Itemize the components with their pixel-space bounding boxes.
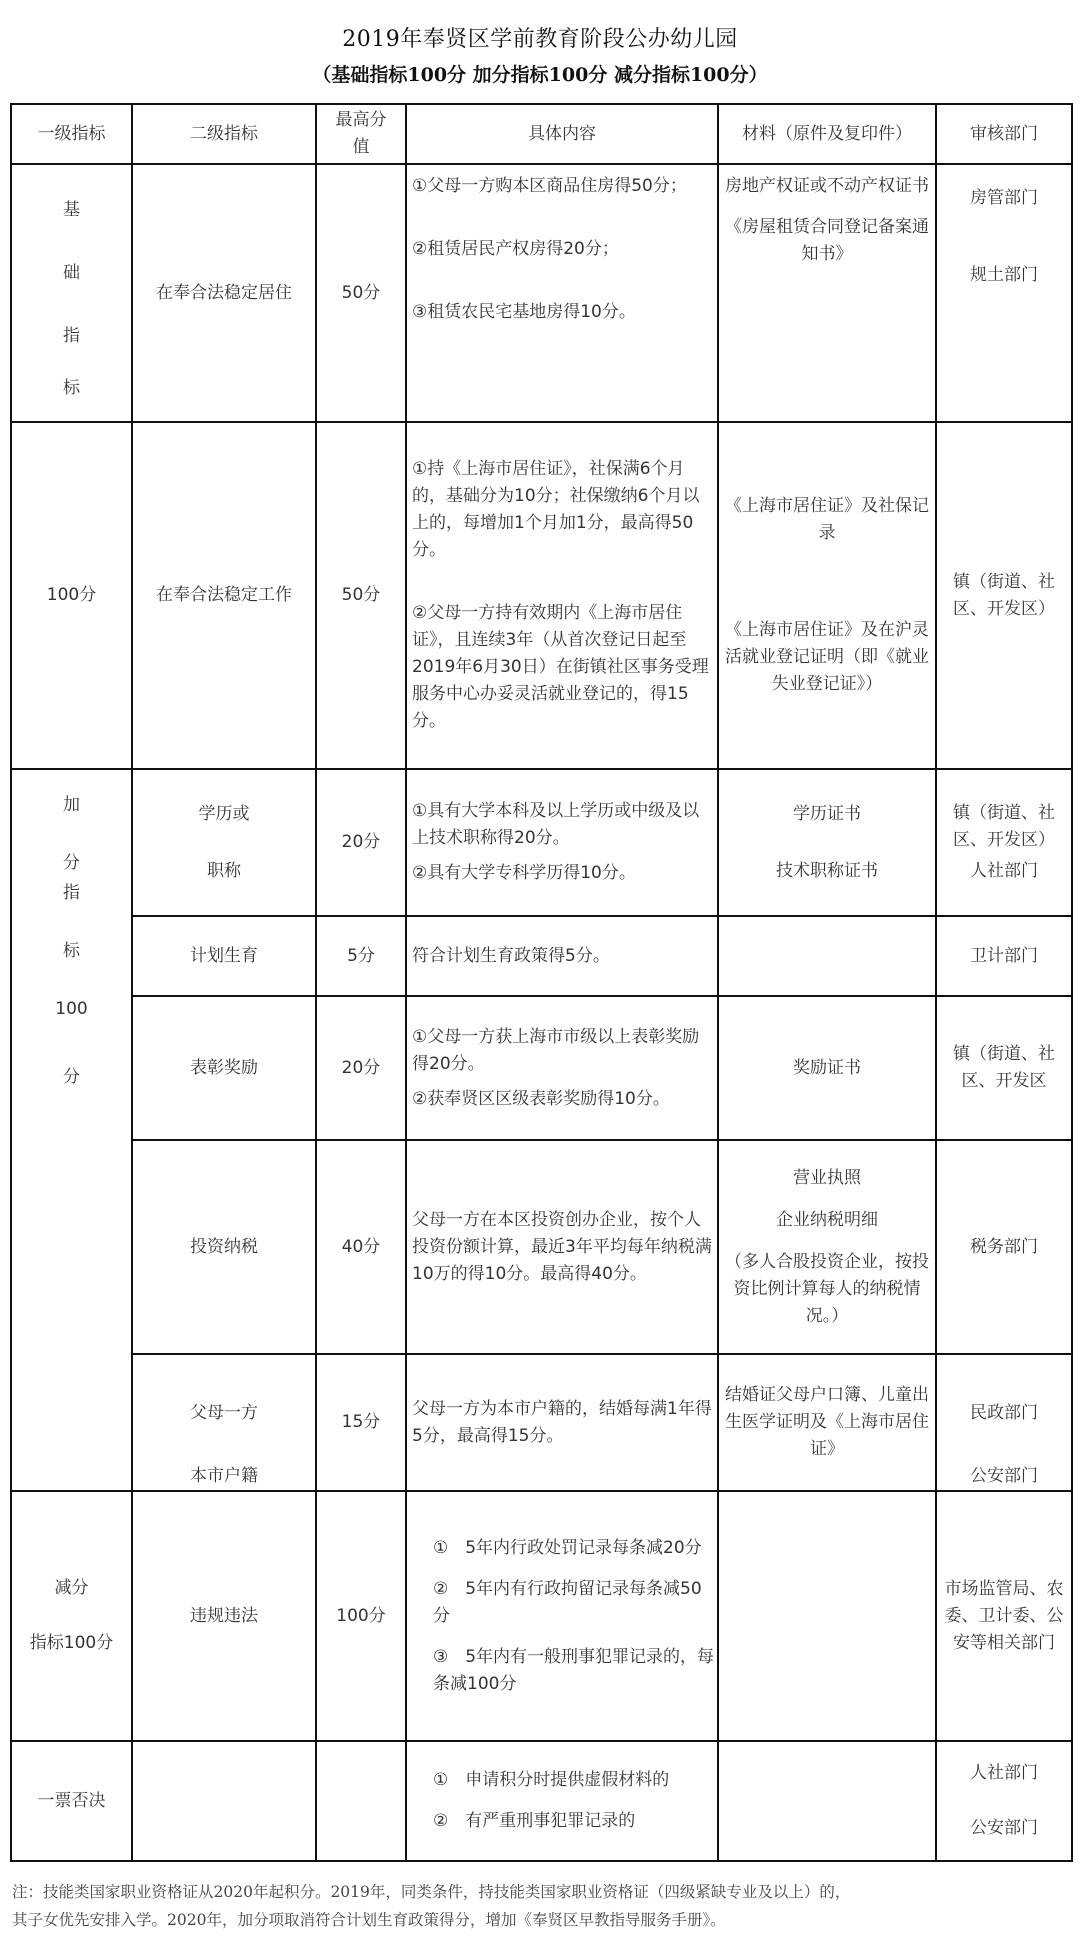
content-cell: 父母一方在本区投资创办企业，按个人投资份额计算，最近3年平均每年纳税满10万的得10分。最高得40分。: [406, 1140, 718, 1354]
department-cell: 卫计部门: [936, 916, 1072, 996]
max-score-cell: 20分: [316, 769, 406, 916]
max-score-cell: 100分: [316, 1491, 406, 1741]
table-row: [11, 996, 1072, 1140]
department-cell: 税务部门: [936, 1140, 1072, 1354]
table-row: [11, 916, 1072, 996]
header-content: 具体内容: [406, 104, 718, 164]
table-row: [11, 164, 1072, 422]
secondary-cell: 投资纳税: [132, 1140, 316, 1354]
group-basic-score: 100分: [11, 422, 132, 769]
table-row: [11, 1741, 1072, 1861]
document-subtitle: （基础指标100分 加分指标100分 减分指标100分）: [312, 64, 768, 86]
content-cell: ①持《上海市居住证》，社保满6个月的，基础分为10分；社保缴纳6个月以上的，每增加1个月加1分，最高得50分。 ②父母一方持有效期内《上海市居住证》，且连续3年（从首次登记日起至2019年6月30日）在街镇社区事务受理服务中心办妥灵活就业登记的，得15分。: [406, 422, 718, 769]
secondary-cell: 违规违法: [132, 1491, 316, 1741]
secondary-cell: 表彰奖励: [132, 996, 316, 1140]
materials-cell: 营业执照 企业纳税明细 （多人合股投资企业，按投资比例计算每人的纳税情况。）: [718, 1140, 936, 1354]
materials-cell: 学历证书 技术职称证书: [718, 769, 936, 916]
materials-cell: [718, 1741, 936, 1861]
secondary-cell: 父母一方 本市户籍: [132, 1354, 316, 1491]
content-cell: ① 申请积分时提供虚假材料的 ② 有严重刑事犯罪记录的: [406, 1741, 718, 1861]
max-score-cell: 15分: [316, 1354, 406, 1491]
secondary-cell: 在奉合法稳定工作: [132, 422, 316, 769]
content-cell: 父母一方为本市户籍的，结婚每满1年得5分，最高得15分。: [406, 1354, 718, 1491]
document-title: 2019年奉贤区学前教育阶段公办幼儿园: [342, 27, 738, 52]
materials-cell: 房地产权证或不动产权证书 《房屋租赁合同登记备案通知书》: [718, 164, 936, 422]
group-bonus-label: 加 分 指 标 100 分: [11, 769, 132, 1491]
department-cell: 镇（街道、社区、开发区） 人社部门: [936, 769, 1072, 916]
content-cell: ①父母一方购本区商品住房得50分； ②租赁居民产权房得20分； ③租赁农民宅基地房得10分。: [406, 164, 718, 422]
materials-cell: [718, 916, 936, 996]
secondary-cell: 计划生育: [132, 916, 316, 996]
materials-cell: 结婚证父母户口簿、儿童出生医学证明及《上海市居住证》: [718, 1354, 936, 1491]
header-secondary: 二级指标: [132, 104, 316, 164]
header-department: 审核部门: [936, 104, 1072, 164]
materials-cell: [718, 1491, 936, 1741]
table-row: [11, 1491, 1072, 1741]
materials-cell: 奖励证书: [718, 996, 936, 1140]
department-cell: 民政部门 公安部门: [936, 1354, 1072, 1491]
max-score-cell: [316, 1741, 406, 1861]
department-cell: 房管部门 规土部门: [936, 164, 1072, 422]
department-cell: 镇（街道、社区、开发区: [936, 996, 1072, 1140]
table-row: [11, 1354, 1072, 1491]
content-cell: ①具有大学本科及以上学历或中级及以上技术职称得20分。 ②具有大学专科学历得10分。: [406, 769, 718, 916]
header-materials: 材料（原件及复印件）: [718, 104, 936, 164]
content-cell: ① 5年内行政处罚记录每条减20分 ② 5年内有行政拘留记录每条减50分 ③ 5年内有一般刑事犯罪记录的，每条减100分: [406, 1491, 718, 1741]
content-cell: 符合计划生育政策得5分。: [406, 916, 718, 996]
secondary-cell: 在奉合法稳定居住: [132, 164, 316, 422]
max-score-cell: 40分: [316, 1140, 406, 1354]
header-max-score: 最高分 值: [316, 104, 406, 164]
max-score-cell: 5分: [316, 916, 406, 996]
max-score-cell: 20分: [316, 996, 406, 1140]
table-row: [11, 1140, 1072, 1354]
table-row: [11, 422, 1072, 769]
materials-cell: 《上海市居住证》及社保记录 《上海市居住证》及在沪灵活就业登记证明（即《就业失业登记证》）: [718, 422, 936, 769]
points-table: [10, 103, 1073, 1862]
max-score-cell: 50分: [316, 422, 406, 769]
department-cell: 人社部门 公安部门: [936, 1741, 1072, 1861]
secondary-cell: 学历或 职称: [132, 769, 316, 916]
header-primary: 一级指标: [11, 104, 132, 164]
header-row: [11, 104, 1072, 164]
footnote: 注：技能类国家职业资格证从2020年起积分。2019年，同类条件，持技能类国家职业资格证（四级紧缺专业及以上）的， 其子女优先安排入学。2020年，加分项取消符合计划生育政策得分，增加《奉贤区早教指导服务手册》。: [12, 1883, 851, 1929]
table-row: [11, 769, 1072, 916]
department-cell: 镇（街道、社区、开发区）: [936, 422, 1072, 769]
max-score-cell: 50分: [316, 164, 406, 422]
group-veto-label: 一票否决: [11, 1741, 132, 1861]
department-cell: 市场监管局、农委、卫计委、公安等相关部门: [936, 1491, 1072, 1741]
group-deduct-label: 减分 指标100分: [11, 1491, 132, 1741]
content-cell: ①父母一方获上海市市级以上表彰奖励得20分。 ②获奉贤区区级表彰奖励得10分。: [406, 996, 718, 1140]
secondary-cell: [132, 1741, 316, 1861]
group-basic-label: 基 础 指 标: [11, 164, 132, 422]
